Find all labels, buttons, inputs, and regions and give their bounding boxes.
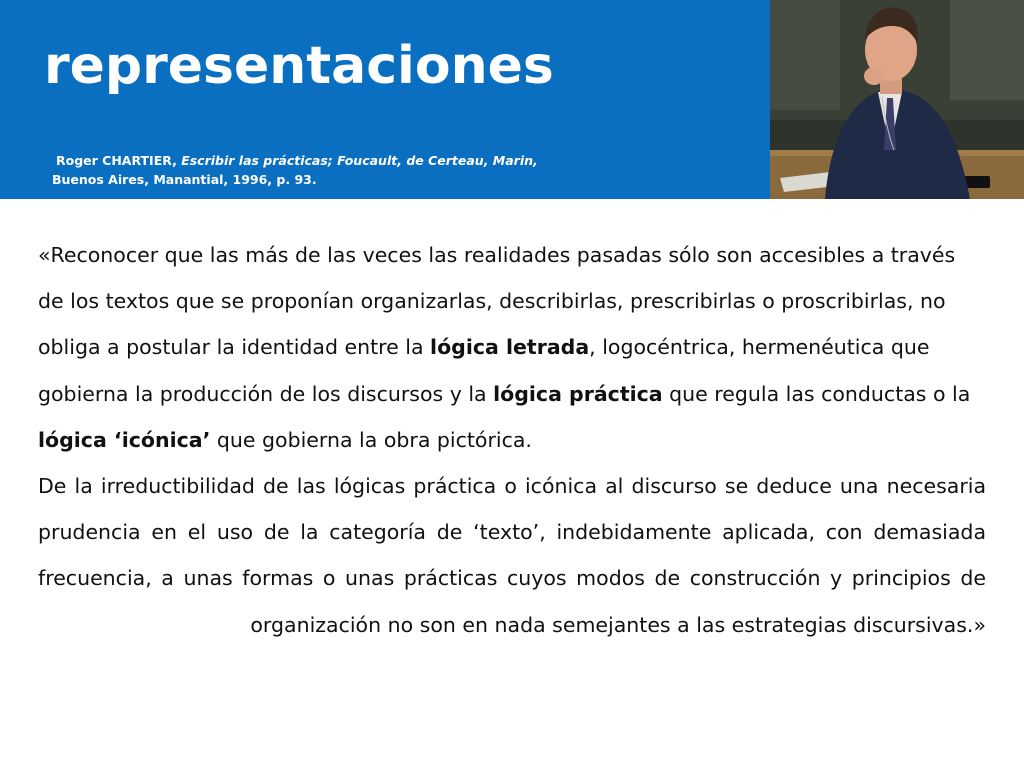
citation-work: Escribir las prácticas; Foucault, de Certeau, Marin,	[181, 153, 538, 168]
slide-title: representaciones	[44, 36, 554, 96]
citation-publication: Buenos Aires, Manantial, 1996, p. 93.	[52, 172, 317, 187]
citation	[52, 151, 612, 189]
emphasis-logica-iconica: lógica ‘icónica’	[38, 427, 211, 452]
portrait-photo	[770, 0, 1024, 199]
quote-text: que regula las conductas o la	[662, 381, 971, 406]
quote-text: , logocéntrica, hermenéutica que gobierna la producción de los discursos y la	[38, 335, 930, 406]
quote-paragraph-1	[38, 232, 986, 463]
citation-line-1	[56, 151, 612, 170]
emphasis-logica-letrada: lógica letrada	[430, 335, 590, 360]
emphasis-logica-practica: lógica práctica	[493, 381, 663, 406]
header-band	[0, 0, 770, 199]
quote-text: «Reconocer que las más de las veces las realidades pasadas sólo son accesibles a través de los textos que se proponían organizarlas, describirlas, prescribirlas o proscribirlas, no obliga a postular la identidad entre la	[38, 243, 956, 360]
quote-paragraph-2: De la irreductibilidad de las lógicas práctica o icónica al discurso se deduce una necesaria prudencia en el uso de la categoría de ‘texto’, indebidamente aplicada, con demasiada frecuencia, a unas formas o unas prácticas cuyos modos de construcción y principios de organización no son en nada semejantes a las estrategias discursivas.»	[38, 474, 986, 637]
quote-text: que gobierna la obra pictórica.	[210, 427, 532, 452]
citation-author: Roger CHARTIER,	[56, 153, 182, 168]
portrait-illustration	[770, 0, 1024, 199]
quote-block	[38, 232, 986, 648]
